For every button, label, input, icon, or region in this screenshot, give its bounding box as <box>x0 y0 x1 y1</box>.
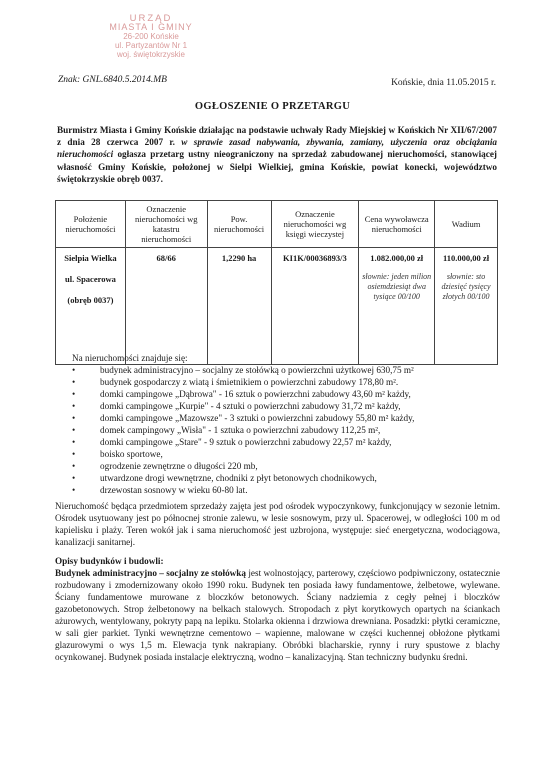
intro-text: Burmistrz Miasta i Gminy Końskie działając na podstawie uchwały Rady Miejskiej w Końskich Nr XII/67/2007 z dnia 28 czerwca 2007 r. <box>57 125 497 148</box>
stamp-line: URZĄD <box>129 13 173 24</box>
stamp-line: woj. świętokrzyskie <box>116 50 185 59</box>
location-line: ul. Spacerowa <box>65 274 116 284</box>
list-item: • drzewostan sosnowy w wieku 60-80 lat. <box>72 484 502 496</box>
stamp-line: MIASTA I GMINY <box>109 22 193 32</box>
list-item: • domki campingowe „Dąbrowa" - 16 sztuk o powierzchni zabudowy 43,60 m² każdy, <box>72 388 502 400</box>
intro-resolution-title: w sprawie zasad nabywania, zbywania, zamiany, użyczenia oraz obciążania nieruchomości <box>57 137 498 160</box>
list-item: • ogrodzenie zewnętrzne o długości 220 mb, <box>72 460 502 472</box>
deposit-cell <box>435 248 498 365</box>
location-cell <box>56 248 126 365</box>
building-name: Budynek administracyjno – socjalny ze stołówką <box>55 568 246 578</box>
deposit-value: 110.000,00 zł <box>443 253 490 263</box>
office-stamp <box>76 14 226 59</box>
column-header: Położenie nieruchomości <box>56 201 126 248</box>
area-cell: 1,2290 ha <box>207 248 271 365</box>
stamp-line: ul. Partyzantów Nr 1 <box>114 41 188 50</box>
list-intro: Na nieruchomości znajduje się: <box>72 353 188 363</box>
place-and-date: Końskie, dnia 11.05.2015 r. <box>391 78 496 88</box>
list-item: • domki campingowe „Mazowsze" - 3 sztuki o powierzchni zabudowy 55,80 m² każdy, <box>72 412 502 424</box>
property-list-section <box>72 352 502 496</box>
buildings-subheading: Opisy budynków i budowli: <box>55 556 164 566</box>
land-register-cell: KI1K/00036893/3 <box>271 248 359 365</box>
column-header: Pow. nieruchomości <box>207 201 271 248</box>
building-description <box>55 567 500 663</box>
intro-text: ogłasza przetarg ustny nieograniczony na sprzedaż zabudowanej nieruchomości, stanowiącej własność Gminy Końskie, położonej w Sielpi Wielkiej, gmina Końskie, powiat konecki, województwo świętokrzyskie obręb 0037. <box>57 149 497 184</box>
location-line: (obręb 0037) <box>67 295 114 305</box>
list-item: • domki campingowe „Kurpie" - 4 sztuki o powierzchni zabudowy 31,72 m² każdy, <box>72 400 502 412</box>
document-title: OGŁOSZENIE O PRZETARGU <box>194 101 351 112</box>
intro-paragraph <box>57 124 497 185</box>
property-description: Nieruchomość będąca przedmiotem sprzedaży zajęta jest pod ośrodek wypoczynkowy, funkcjonujący w sezonie letnim. Ośrodek usytuowany jest po północnej stronie zalewu, w lesie sosnowym, przy ul. Spacerowej, w odległości 100 m od kapielisku i plaży. Teren wokół jak i sama nieruchomość jest uzbrojona, występuje: sieć energetyczna, wodociągowa, kanalizacji sanitarnej. <box>55 501 500 547</box>
deposit-in-words: słownie: sto dziesięć tysięcy złotych 00/100 <box>441 272 491 301</box>
list-item: • utwardzone drogi wewnętrzne, chodniki z płyt betonowych chodnikowych, <box>72 472 502 484</box>
column-header: Cena wywoławcza nieruchomości <box>359 201 435 248</box>
table-row <box>56 248 498 365</box>
price-in-words: słownie: jeden milion osiemdziesiąt dwa tysiące 00/100 <box>362 272 432 301</box>
parcel-cell: 68/66 <box>125 248 207 365</box>
column-header: Oznaczenie nieruchomości wg księgi wieczystej <box>271 201 359 248</box>
auction-table <box>55 200 498 365</box>
location-line: Sielpia Wielka <box>64 253 117 263</box>
list-item: • budynek gospodarczy z wiatą i śmietnikiem o powierzchni zabudowy 178,80 m². <box>72 376 502 388</box>
price-cell <box>359 248 435 365</box>
list-item: • domek campingowy „Wisła" - 1 sztuka o powierzchni zabudowy 112,25 m², <box>72 424 502 436</box>
property-list <box>72 364 502 496</box>
list-item: • budynek administracyjno – socjalny ze stołówką o powierzchni użytkowej 630,75 m² <box>72 364 502 376</box>
list-item: • boisko sportowe, <box>72 448 502 460</box>
table-header-row <box>56 201 498 248</box>
building-description-text: jest wolnostojący, parterowy, częściowo podpiwniczony, ostatecznie rozbudowany i zmodernizowany około 1990 roku. Budynek ten posiada ławy fundamentowe, żelbetowe, wylewane. Ściany fundamentowe murowane z bloczków betonowych. Ściany nadziemia z cegły pełnej i bloczków gazobetonowych. Strop żelbetonowy na belkach stalowych. Stropodach z płyt korytkowych opartych na ściankach ażurowych, wentylowany, pokryty papą na lepiku. Stolarka okienna i drzwiowa drewniana. Posadzki: płytki ceramiczne, w sali gier parkiet. Tynki wewnętrzne cementowo – wapienne, malowane w części kuchennej obłożone płytkami glazurowymi o wys 1,5 m. Elewacja tynk nakrapiany. Obróbki blacharskie, rynny i rury spustowe z blachy ocynkowanej. Budynek posiada instalacje elektryczną, wodno – kanalizacyjną. Stan techniczny budynku średni. <box>55 568 501 662</box>
price-value: 1.082.000,00 zł <box>370 253 424 263</box>
column-header: Oznaczenie nieruchomości wg katastru nieruchomości <box>125 201 207 248</box>
list-item: • domki campingowe „Stare" - 9 sztuk o powierzchni zabudowy 22,57 m² każdy, <box>72 436 502 448</box>
stamp-line: 26-200 Końskie <box>123 32 179 41</box>
column-header: Wadium <box>435 201 498 248</box>
reference-number: Znak: GNL.6840.5.2014.MB <box>58 75 167 85</box>
